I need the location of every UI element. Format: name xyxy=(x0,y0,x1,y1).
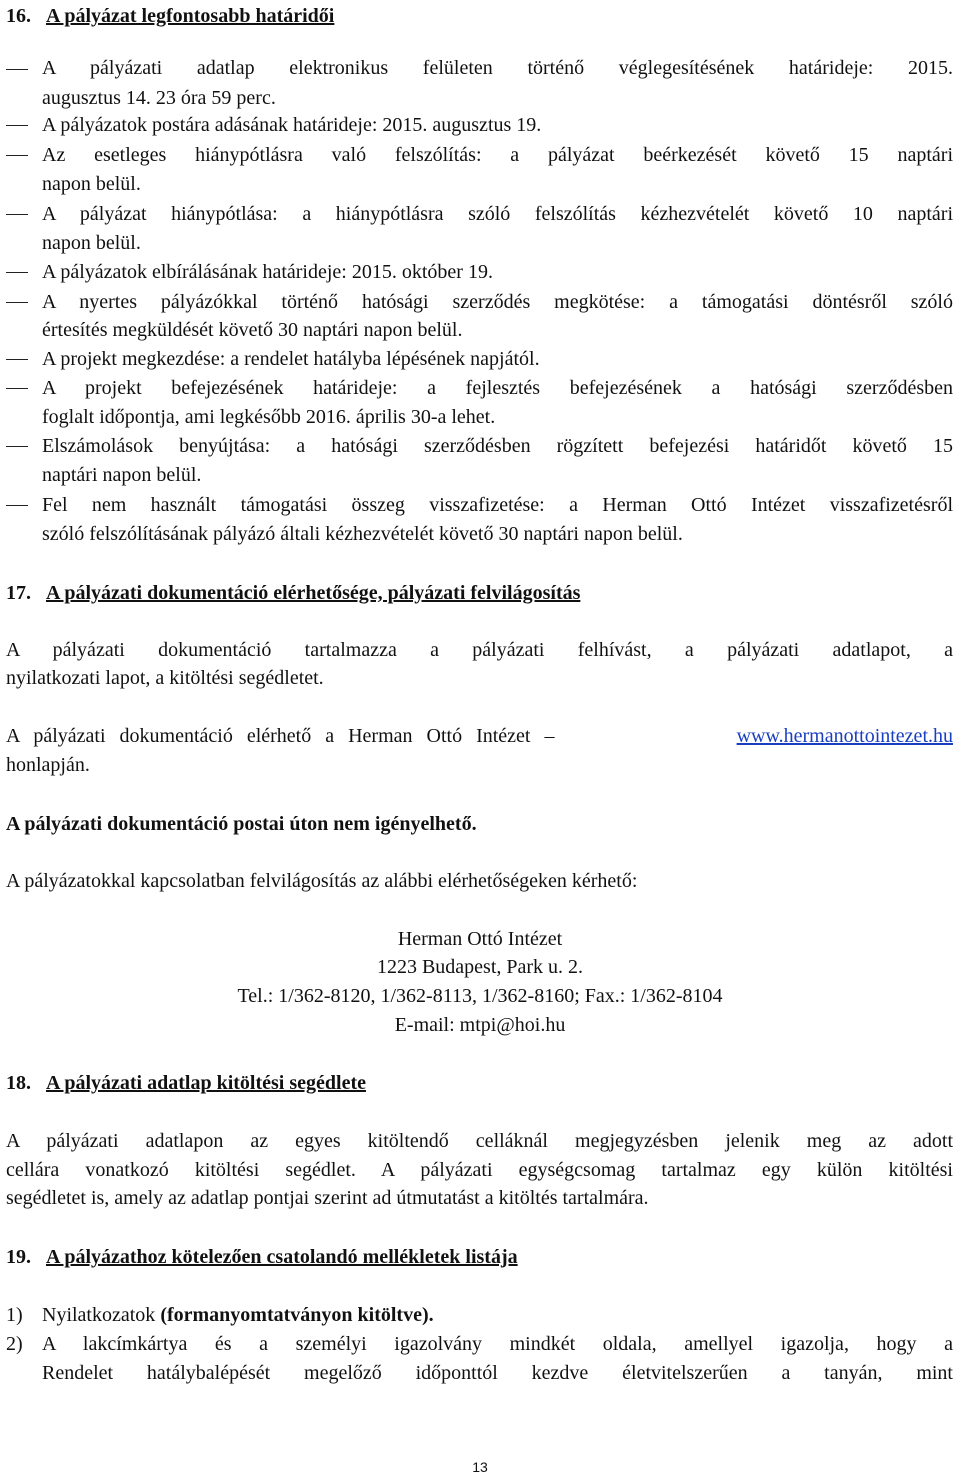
contact-phone: Tel.: 1/362-8120, 1/362-8113, 1/362-8160; Fax.: 1/362-8104 xyxy=(237,985,723,1007)
section-number: 17. xyxy=(6,582,31,604)
section-title: A pályázati dokumentáció elérhetősége, pályázati felvilágosítás xyxy=(46,582,581,604)
section-16-heading xyxy=(6,4,334,28)
dash-bullet-icon xyxy=(6,359,28,360)
bullet-line: Elszámolások benyújtása: a hatósági szerződésben rögzített befejezési határidőt követő 15 xyxy=(42,435,953,457)
bullet-line: A pályázati adatlap elektronikus felületen történő véglegesítésének határideje: 2015. xyxy=(42,57,953,79)
dash-bullet-icon xyxy=(6,155,28,156)
section-17-heading xyxy=(6,581,580,605)
bullet-line: A pályázatok elbírálásának határideje: 2015. október 19. xyxy=(42,261,493,283)
section-number: 16. xyxy=(6,5,31,27)
bullet-line: értesítés megküldését követő 30 naptári napon belül. xyxy=(42,319,463,341)
list-item-line: A lakcímkártya és a személyi igazolvány mindkét oldala, amellyel igazolja, hogy a xyxy=(42,1333,953,1355)
bullet-line: A nyertes pályázókkal történő hatósági szerződés megkötése: a támogatási döntésről szóló xyxy=(42,291,953,313)
contact-address: 1223 Budapest, Park u. 2. xyxy=(376,956,584,978)
bullet-line: Az esetleges hiánypótlásra való felszólítás: a pályázat beérkezését követő 15 naptári xyxy=(42,144,953,166)
paragraph-line: A pályázati adatlapon az egyes kitöltendő celláknál megjegyzésben jelenik meg az adott xyxy=(6,1130,953,1152)
bullet-line: napon belül. xyxy=(42,232,141,254)
website-link[interactable]: www.hermanottointezet.hu xyxy=(736,725,953,747)
paragraph-line: segédletet is, amely az adatlap pontjai szerint ad útmutatást a kitöltés tartalmára. xyxy=(6,1187,649,1209)
paragraph-line: cellára vonatkozó kitöltési segédlet. A pályázati egységcsomag tartalmaz egy külön kitöltési xyxy=(6,1159,953,1181)
contact-org: Herman Ottó Intézet xyxy=(397,928,563,950)
section-18-heading xyxy=(6,1071,366,1095)
bold-notice: A pályázati dokumentáció postai úton nem igényelhető. xyxy=(6,813,477,835)
section-19-heading xyxy=(6,1245,518,1269)
bullet-line: augusztus 14. 23 óra 59 perc. xyxy=(42,87,276,109)
dash-bullet-icon xyxy=(6,388,28,389)
list-number: 1) xyxy=(6,1304,23,1326)
section-title: A pályázathoz kötelezően csatolandó mellékletek listája xyxy=(46,1246,518,1268)
list-item-bold: (formanyomtatványon kitöltve). xyxy=(160,1304,434,1326)
dash-bullet-icon xyxy=(6,302,28,303)
contact-email: E-mail: mtpi@hoi.hu xyxy=(394,1014,566,1036)
contact-intro: A pályázatokkal kapcsolatban felvilágosítás az alábbi elérhetőségeken kérhető: xyxy=(6,870,638,892)
dash-bullet-icon xyxy=(6,69,28,70)
bullet-line: naptári napon belül. xyxy=(42,464,202,486)
bullet-line: A projekt befejezésének határideje: a fejlesztés befejezésének a hatósági szerződésben xyxy=(42,377,953,399)
paragraph-line: honlapján. xyxy=(6,754,90,776)
bullet-line: Fel nem használt támogatási összeg visszafizetése: a Herman Ottó Intézet visszafizetésről xyxy=(42,494,953,516)
dash-bullet-icon xyxy=(6,214,28,215)
list-item-text: Nyilatkozatok xyxy=(42,1304,161,1326)
bullet-line: A projekt megkezdése: a rendelet hatályba lépésének napjától. xyxy=(42,348,540,370)
section-number: 18. xyxy=(6,1072,31,1094)
dash-bullet-icon xyxy=(6,505,28,506)
section-title: A pályázati adatlap kitöltési segédlete xyxy=(46,1072,366,1094)
dash-bullet-icon xyxy=(6,272,28,273)
bullet-line: foglalt időpontja, ami legkésőbb 2016. április 30-a lehet. xyxy=(42,406,496,428)
dash-bullet-icon xyxy=(6,125,28,126)
section-number: 19. xyxy=(6,1246,31,1268)
availability-text: A pályázati dokumentáció elérhető a Herman Ottó Intézet – xyxy=(6,725,555,747)
list-item xyxy=(42,1303,434,1327)
bullet-line: szóló felszólításának pályázó általi kézhezvételét követő 30 naptári napon belül. xyxy=(42,523,683,545)
bullet-line: A pályázat hiánypótlása: a hiánypótlásra szóló felszólítás kézhezvételét követő 10 naptári xyxy=(42,203,953,225)
availability-line xyxy=(6,724,953,748)
paragraph-line: A pályázati dokumentáció tartalmazza a pályázati felhívást, a pályázati adatlapot, a xyxy=(6,639,953,661)
section-title: A pályázat legfontosabb határidői xyxy=(46,5,335,27)
bullet-line: A pályázatok postára adásának határideje: 2015. augusztus 19. xyxy=(42,114,542,136)
dash-bullet-icon xyxy=(6,446,28,447)
list-number: 2) xyxy=(6,1333,23,1355)
paragraph-line: nyilatkozati lapot, a kitöltési segédletet. xyxy=(6,667,324,689)
list-item-line: Rendelet hatálybalépését megelőző időponttól kezdve életvitelszerűen a tanyán, mint xyxy=(42,1362,953,1384)
bullet-line: napon belül. xyxy=(42,173,141,195)
page-number: 13 xyxy=(472,1459,488,1475)
